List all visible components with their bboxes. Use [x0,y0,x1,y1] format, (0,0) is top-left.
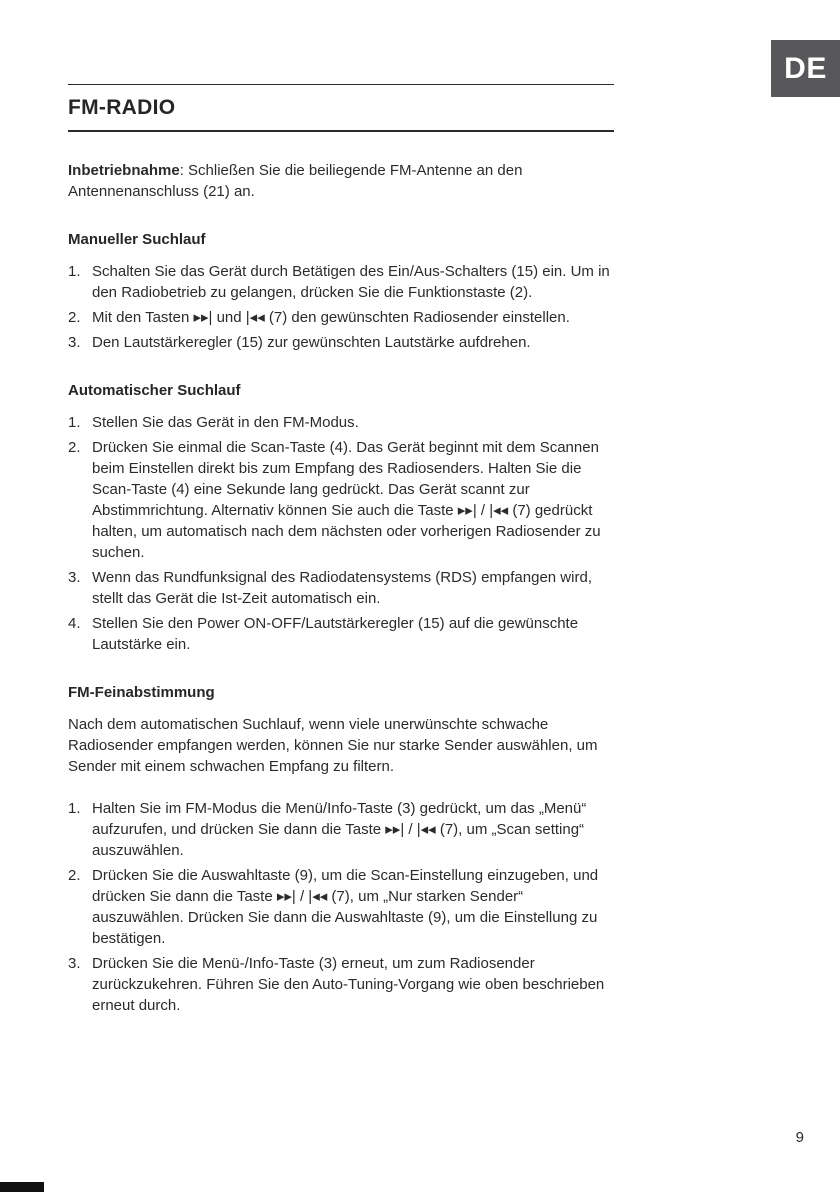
list-item-text: Wenn das Rundfunksignal des Radiodatensystems (RDS) empfangen wird, stellt das Gerät die Ist-Zeit automatisch ein. [92,569,592,607]
auto-scan-list [68,412,614,655]
fine-tuning-list [68,798,614,1016]
list-item [68,798,614,861]
heading-fine-tuning: FM-Feinabstimmung [68,684,215,701]
heading-manual-scan: Manueller Suchlauf [68,231,206,248]
language-badge [771,40,840,97]
list-item-text: Stellen Sie den Power ON-OFF/Lautstärkeregler (15) auf die gewünschte Lautstärke ein. [92,615,579,653]
list-item-text: Den Lautstärkeregler (15) zur gewünschten Lautstärke aufdrehen. [92,334,531,351]
list-item-number: 3. [68,569,81,586]
list-item-number: 1. [68,414,81,431]
list-item [68,953,614,1016]
list-item [68,332,614,353]
intro-paragraph [68,160,614,202]
list-item-text: Halten Sie im FM-Modus die Menü/Info-Taste (3) gedrückt, um das „Menü“ aufzurufen, und drücken Sie dann die Taste ▸▸| / |◂◂ (7), um „Scan setting“ auszuwählen. [92,800,587,859]
body-text [68,160,614,1016]
list-item-number: 3. [68,334,81,351]
list-item-text: Drücken Sie die Menü-/Info-Taste (3) erneut, um zum Radiosender zurückzukehren. Führen Sie den Auto-Tuning-Vorgang wie oben beschrieben erneut durch. [92,955,605,1014]
intro-rest: : Schließen Sie die beiliegende FM-Antenne an den Antennenanschluss (21) an. [68,162,523,200]
list-item-number: 2. [68,867,81,884]
list-item [68,261,614,303]
manual-scan-list [68,261,614,353]
list-item-number: 1. [68,800,81,817]
page-number: 9 [795,1129,804,1146]
intro-lead: Inbetriebnahme [68,162,180,179]
list-item-text: Schalten Sie das Gerät durch Betätigen des Ein/Aus-Schalters (15) ein. Um in den Radiobetrieb zu gelangen, drücken Sie die Funktionstaste (2). [92,263,610,301]
list-item-number: 2. [68,309,81,326]
list-item-number: 3. [68,955,81,972]
list-item [68,412,614,433]
language-badge-label: DE [784,51,827,85]
fine-tuning-intro: Nach dem automatischen Suchlauf, wenn viele unerwünschte schwache Radiosender empfangen werden, können Sie nur starke Sender auswählen, um Sender mit einem schwachen Empfang zu filtern. [68,716,598,775]
list-item [68,613,614,655]
list-item-text: Mit den Tasten ▸▸| und |◂◂ (7) den gewünschten Radiosender einstellen. [92,309,570,326]
list-item [68,567,614,609]
page-title: FM-RADIO [68,84,614,132]
list-item-number: 4. [68,615,81,632]
print-artifact-mark [0,1182,44,1192]
list-item [68,307,614,328]
heading-auto-scan: Automatischer Suchlauf [68,382,241,399]
title-block [68,84,614,132]
list-item-text: Stellen Sie das Gerät in den FM-Modus. [92,414,359,431]
list-item-text: Drücken Sie einmal die Scan-Taste (4). Das Gerät beginnt mit dem Scannen beim Einstellen direkt bis zum Empfang des Radiosenders. Halten Sie die Scan-Taste (4) eine Sekunde lang gedrückt. Das Gerät scannt zur Abstimmrichtung. Alternativ können Sie auch die Taste ▸▸| / |◂◂ (7) gedrückt halten, um automatisch nach dem nächsten oder vorherigen Radiosender zu suchen. [92,439,601,561]
list-item [68,437,614,563]
list-item-text: Drücken Sie die Auswahltaste (9), um die Scan-Einstellung einzugeben, und drücken Sie dann die Taste ▸▸| / |◂◂ (7), um „Nur starken Sender“ auszuwählen. Drücken Sie dann die Auswahltaste (9), um die Einstellung zu bestätigen. [92,867,599,947]
page-content [68,84,614,1020]
list-item [68,865,614,949]
list-item-number: 2. [68,439,81,456]
list-item-number: 1. [68,263,81,280]
